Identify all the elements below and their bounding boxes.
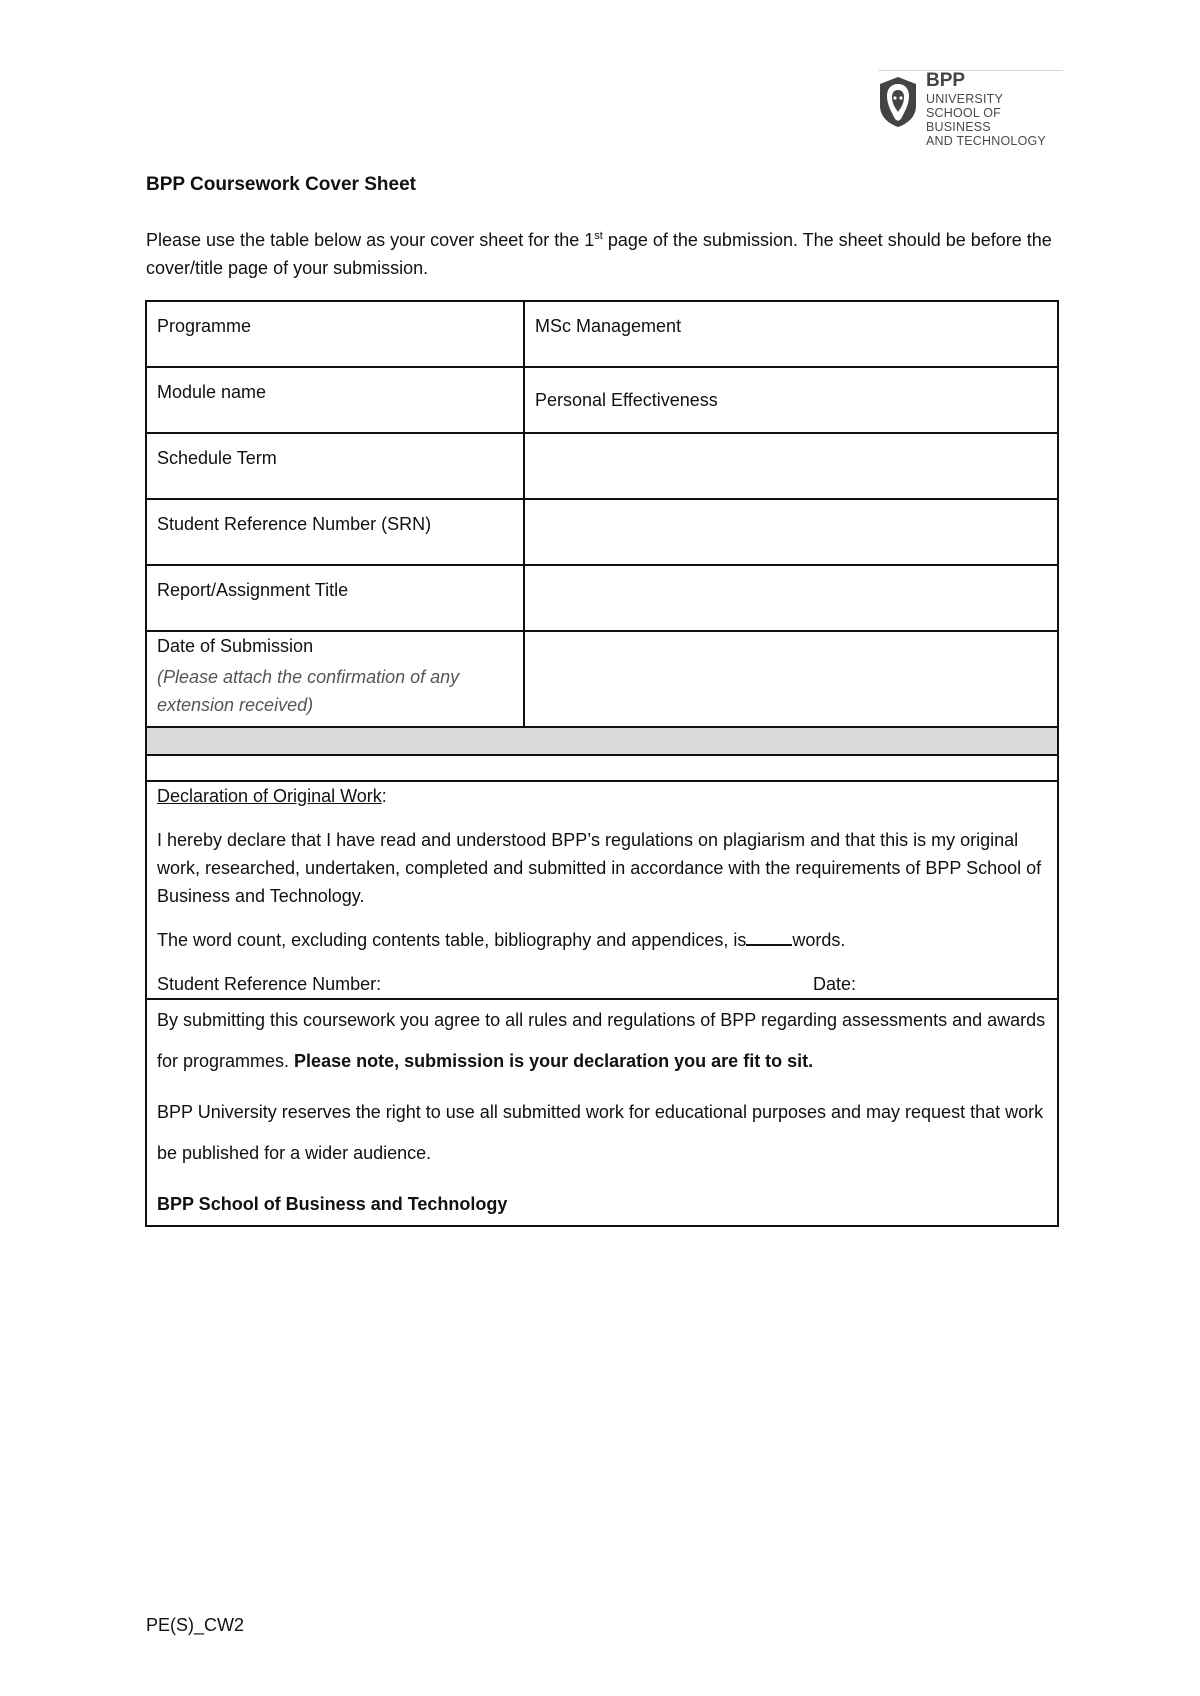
logo-wordmark xyxy=(926,70,1063,148)
srn-label: Student Reference Number (SRN) xyxy=(157,514,432,534)
date-of-submission-value xyxy=(535,632,1047,646)
srn-value-cell[interactable] xyxy=(524,499,1058,565)
module-label: Module name xyxy=(157,382,267,402)
declaration-block xyxy=(157,782,1047,998)
cover-sheet-table xyxy=(145,300,1059,1227)
table-row-terms xyxy=(146,999,1058,1226)
table-row-srn xyxy=(146,499,1058,565)
page-title: BPP Coursework Cover Sheet xyxy=(146,174,416,195)
terms-text: By submitting this coursework you agree to all rules and regulations of BPP regarding assessments and awards for programmes. xyxy=(157,1010,1046,1071)
grey-separator-cell xyxy=(146,727,1058,755)
logo-line-2: SCHOOL OF BUSINESS xyxy=(926,106,1001,134)
declaration-heading-colon: : xyxy=(381,786,387,806)
table-row-declaration xyxy=(146,781,1058,999)
declaration-date-label: Date: xyxy=(813,974,857,994)
word-count-text: The word count, excluding contents table, bibliography and appendices, is xyxy=(157,930,747,950)
word-count-line xyxy=(157,926,1047,954)
lion-shield-icon xyxy=(878,76,918,128)
declaration-body: I hereby declare that I have read and understood BPP’s regulations on plagiarism and that this is my original work, researched, undertaken, completed and submitted in accordance with the requirements of BPP School of Business and Technology. xyxy=(157,830,1042,906)
declaration-heading-line xyxy=(157,782,1047,810)
srn-label-cell xyxy=(146,499,524,565)
date-of-submission-label: Date of Submission xyxy=(157,636,314,656)
signature-line xyxy=(157,970,1047,998)
schedule-term-label: Schedule Term xyxy=(157,448,277,468)
logo-brand: BPP xyxy=(926,70,966,91)
table-row-date-of-submission xyxy=(146,631,1058,727)
word-count-suffix: words. xyxy=(792,930,846,950)
programme-label-cell xyxy=(146,301,524,367)
intro-text-1: Please use the table below as your cover sheet for the 1 xyxy=(146,230,595,250)
terms-paragraph-2: BPP University reserves the right to use all submitted work for educational purposes and may request that work be published for a wider audience. xyxy=(157,1102,1044,1163)
blank-separator-row xyxy=(146,755,1058,781)
intro-superscript: st xyxy=(594,230,603,242)
schedule-term-label-cell xyxy=(146,433,524,499)
assignment-title-label: Report/Assignment Title xyxy=(157,580,349,600)
bpp-logo xyxy=(878,70,1063,148)
table-row-schedule-term xyxy=(146,433,1058,499)
programme-value: MSc Management xyxy=(535,316,682,336)
word-count-blank[interactable] xyxy=(746,926,792,946)
logo-line-3: AND TECHNOLOGY xyxy=(926,134,1046,148)
table-row-module xyxy=(146,367,1058,433)
module-value: Personal Effectiveness xyxy=(535,390,718,410)
assignment-title-value xyxy=(535,566,1047,580)
declaration-heading: Declaration of Original Work xyxy=(157,786,382,806)
programme-label: Programme xyxy=(157,316,252,336)
intro-text-2: page of the submission. The sheet should be before the cover/title page of your submission. xyxy=(146,230,1052,278)
programme-value-cell[interactable] xyxy=(524,301,1058,367)
terms-cell xyxy=(146,999,1058,1226)
assignment-title-label-cell xyxy=(146,565,524,631)
assignment-title-value-cell[interactable] xyxy=(524,565,1058,631)
terms-paragraph-1 xyxy=(157,1000,1047,1082)
blank-separator-cell xyxy=(146,755,1058,781)
srn-value xyxy=(535,500,1047,514)
module-label-cell xyxy=(146,367,524,433)
fit-to-sit-note: Please note, submission is your declaration you are fit to sit. xyxy=(294,1051,814,1071)
date-of-submission-value-cell[interactable] xyxy=(524,631,1058,727)
grey-separator-row xyxy=(146,727,1058,755)
school-name: BPP School of Business and Technology xyxy=(157,1194,508,1214)
table-row-programme xyxy=(146,301,1058,367)
declaration-srn-label: Student Reference Number: xyxy=(157,974,382,994)
intro-paragraph xyxy=(146,226,1066,282)
date-of-submission-label-cell xyxy=(146,631,524,727)
document-code: PE(S)_CW2 xyxy=(146,1615,245,1635)
declaration-cell xyxy=(146,781,1058,999)
table-row-assignment-title xyxy=(146,565,1058,631)
schedule-term-value xyxy=(535,434,1047,448)
extension-note: (Please attach the confirmation of any extension received) xyxy=(157,667,460,715)
logo-line-1: UNIVERSITY xyxy=(926,92,1004,106)
schedule-term-value-cell[interactable] xyxy=(524,433,1058,499)
module-value-cell[interactable] xyxy=(524,367,1058,433)
terms-signoff xyxy=(157,1184,1047,1225)
